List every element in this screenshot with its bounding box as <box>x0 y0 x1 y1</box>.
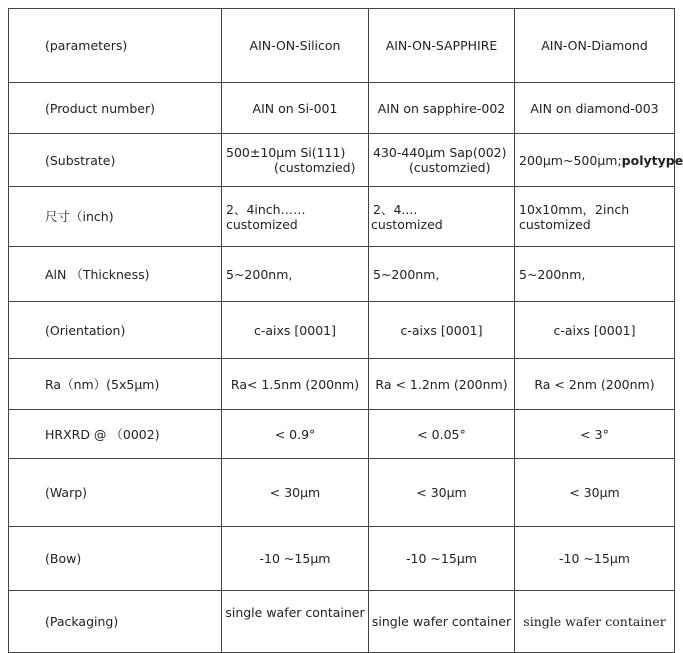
cell-diamond-roughness: Ra < 2nm (200nm) <box>515 359 675 410</box>
label-roughness: Ra（nm）(5x5μm) <box>9 359 222 410</box>
cell-sapphire-size <box>369 187 515 247</box>
row-packaging <box>9 591 675 653</box>
row-roughness <box>9 359 675 410</box>
sapphire-size-note: customized <box>371 216 443 232</box>
header-sapphire: AIN-ON-SAPPHIRE <box>369 9 515 83</box>
cell-diamond-orientation: c-aixs [0001] <box>515 302 675 359</box>
cell-sapphire-thickness: 5~200nm, <box>369 247 515 302</box>
silicon-substrate-value: 500±10μm Si(111) <box>226 145 346 160</box>
sapphire-substrate-value: 430-440μm Sap(002) <box>373 145 507 160</box>
label-product-number: (Product number) <box>9 83 222 134</box>
silicon-substrate-note: (customzied) <box>274 160 356 175</box>
label-thickness: AlN （Thickness) <box>9 247 222 302</box>
diamond-size-note: customized <box>519 216 591 232</box>
cell-sapphire-hrxrd: < 0.05° <box>369 410 515 459</box>
cell-diamond-packaging: single wafer container <box>515 591 675 653</box>
cell-sapphire-orientation: c-aixs [0001] <box>369 302 515 359</box>
row-substrate <box>9 134 675 187</box>
header-parameters: (parameters) <box>9 9 222 83</box>
cell-sapphire-roughness: Ra < 1.2nm (200nm) <box>369 359 515 410</box>
row-hrxrd <box>9 410 675 459</box>
cell-diamond-product: AIN on diamond-003 <box>515 83 675 134</box>
cell-silicon-bow: -10 ~15μm <box>222 527 369 591</box>
cell-silicon-substrate <box>222 134 369 187</box>
spec-table <box>8 8 683 653</box>
row-product-number <box>9 83 675 134</box>
cell-silicon-product: AIN on Si-001 <box>222 83 369 134</box>
label-packaging: (Packaging) <box>9 591 222 653</box>
diamond-substrate-value: 200μm~500μm; <box>519 152 622 168</box>
row-warp <box>9 459 675 527</box>
label-size: 尺寸（inch) <box>9 187 222 247</box>
header-row <box>9 9 675 83</box>
cell-sapphire-product: AIN on sapphire-002 <box>369 83 515 134</box>
cell-silicon-thickness: 5~200nm, <box>222 247 369 302</box>
cell-diamond-size <box>515 187 675 247</box>
cell-silicon-warp: < 30μm <box>222 459 369 527</box>
cell-diamond-substrate <box>515 134 683 187</box>
row-bow <box>9 527 675 591</box>
diamond-size-value: 10x10mm，2inch <box>519 201 630 217</box>
row-thickness <box>9 247 675 302</box>
cell-silicon-orientation: c-aixs [0001] <box>222 302 369 359</box>
cell-silicon-hrxrd: < 0.9° <box>222 410 369 459</box>
header-silicon: AIN-ON-Silicon <box>222 9 369 83</box>
sapphire-size-value: 2、4.... <box>373 201 418 217</box>
cell-silicon-packaging: single wafer container <box>222 591 369 653</box>
cell-silicon-roughness: Ra< 1.5nm (200nm) <box>222 359 369 410</box>
label-substrate: (Substrate) <box>9 134 222 187</box>
cell-sapphire-packaging: single wafer container <box>369 591 515 653</box>
label-hrxrd: HRXRD @ （0002) <box>9 410 222 459</box>
header-diamond: AIN-ON-Diamond <box>515 9 675 83</box>
cell-sapphire-warp: < 30μm <box>369 459 515 527</box>
row-orientation <box>9 302 675 359</box>
cell-diamond-thickness: 5~200nm, <box>515 247 675 302</box>
cell-diamond-bow: -10 ~15μm <box>515 527 675 591</box>
cell-sapphire-substrate <box>369 134 515 187</box>
label-orientation: (Orientation) <box>9 302 222 359</box>
cell-diamond-warp: < 30μm <box>515 459 675 527</box>
cell-diamond-hrxrd: < 3° <box>515 410 675 459</box>
cell-silicon-size: 2、4inch……customized <box>222 187 369 247</box>
label-warp: (Warp) <box>9 459 222 527</box>
label-bow: (Bow) <box>9 527 222 591</box>
diamond-substrate-note: polytype <box>621 152 683 168</box>
sapphire-substrate-note: (customzied) <box>409 160 491 175</box>
cell-sapphire-bow: -10 ~15μm <box>369 527 515 591</box>
row-size <box>9 187 675 247</box>
